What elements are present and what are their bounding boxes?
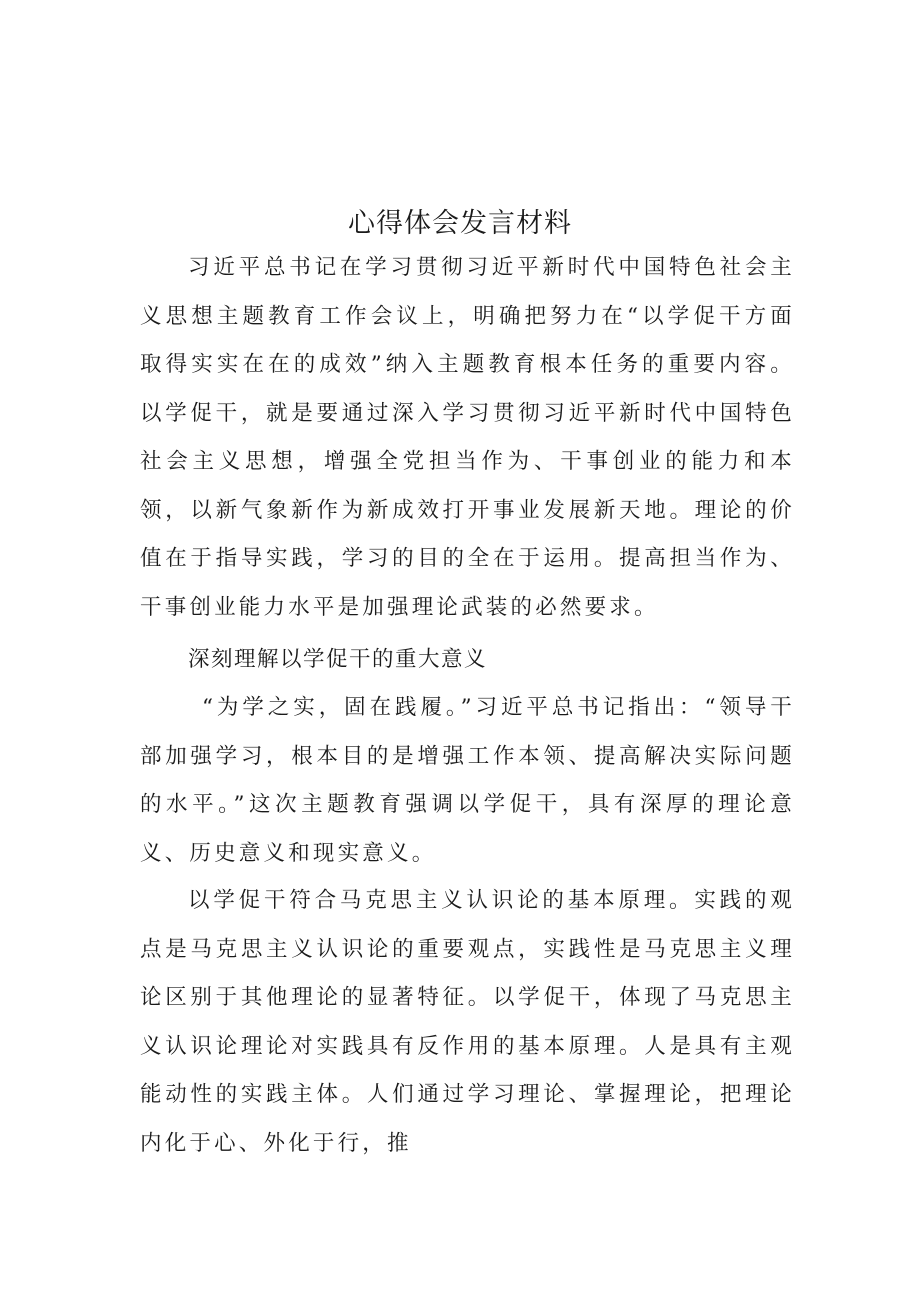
paragraph-quote: “为学之实，固在践履。”习近平总书记指出：“领导干部加强学习，根本目的是增强工作本领、提高解决实际问题的水平。”这次主题教育强调以学促干，具有深厚的理论意义、历史意义和现实意义。 bbox=[140, 695, 795, 866]
document-title: 心得体会发言材料 bbox=[348, 208, 572, 239]
paragraph-theory: 以学促干符合马克思主义认识论的基本原理。实践的观点是马克思主义认识论的重要观点，实践性是马克思主义理论区别于其他理论的显著特征。以学促干，体现了马克思主义认识论理论对实践具有反作用的基本原理。人是具有主观能动性的实践主体。人们通过学习理论、掌握理论，把理论内化于心、外化于行，推 bbox=[140, 888, 795, 1156]
section-heading: 深刻理解以学促干的重大意义 bbox=[188, 647, 488, 672]
paragraph-intro: 习近平总书记在学习贯彻习近平新时代中国特色社会主义思想主题教育工作会议上，明确把努力在“以学促干方面取得实实在在的成效”纳入主题教育根本任务的重要内容。以学促干，就是要通过深入学习贯彻习近平新时代中国特色社会主义思想，增强全党担当作为、干事创业的能力和本领，以新气象新作为新成效打开事业发展新天地。理论的价值在于指导实践，学习的目的全在于运用。提高担当作为、干事创业能力水平是加强理论武装的必然要求。 bbox=[140, 255, 795, 620]
